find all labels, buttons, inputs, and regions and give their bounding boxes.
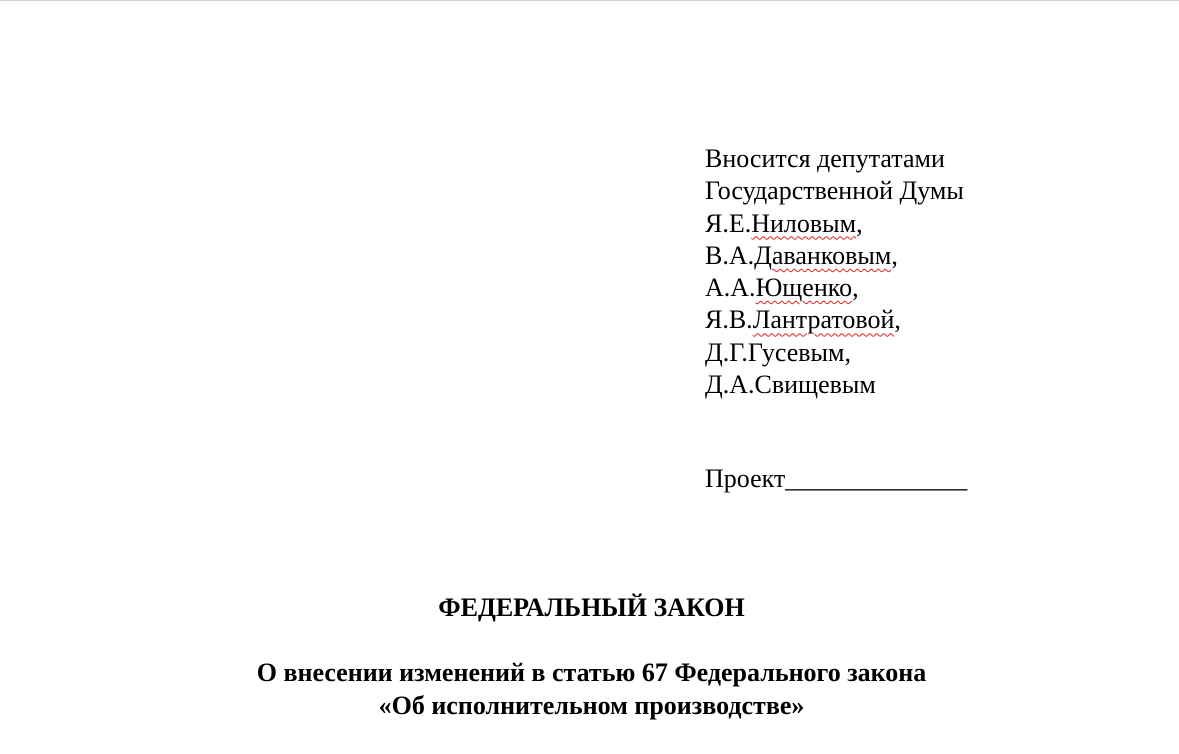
deputy-initials: Я.Е. xyxy=(705,208,752,238)
document-type-heading: ФЕДЕРАЛЬНЫЙ ЗАКОН xyxy=(438,593,745,622)
deputy-surname: Гусевым xyxy=(747,337,845,367)
deputy-initials: Я.В. xyxy=(705,305,753,335)
document-title xyxy=(0,657,1179,722)
sponsors-block xyxy=(705,143,1125,401)
deputy-separator: , xyxy=(844,337,851,367)
deputy-line xyxy=(705,337,1125,369)
deputy-surname[interactable]: Лантратовой xyxy=(752,305,895,335)
deputy-surname[interactable]: Ниловым xyxy=(751,208,857,238)
deputy-initials: В.А. xyxy=(705,240,755,270)
deputy-line xyxy=(705,272,1125,304)
page-top-border xyxy=(0,0,1179,1)
project-field xyxy=(705,463,967,495)
sponsors-intro-line-1: Вносится депутатами xyxy=(705,144,945,173)
document-title-line-1: О внесении изменений в статью 67 Федерального закона xyxy=(256,658,927,687)
project-label: Проект xyxy=(705,464,786,493)
deputy-initials: Д.А. xyxy=(705,370,755,400)
deputy-line xyxy=(705,369,1125,401)
deputy-line xyxy=(705,304,1125,336)
deputy-line xyxy=(705,208,1125,240)
deputy-initials: Д.Г. xyxy=(705,337,748,367)
deputy-surname: Свищевым xyxy=(754,370,876,400)
deputy-separator: , xyxy=(894,305,901,335)
deputy-surname[interactable]: Даванковым xyxy=(754,240,892,270)
deputy-initials: А.А. xyxy=(705,273,756,303)
deputy-separator: , xyxy=(891,240,898,270)
deputy-separator: , xyxy=(852,273,859,303)
project-number-blank[interactable]: ______________ xyxy=(785,464,968,493)
deputy-line xyxy=(705,240,1125,272)
sponsors-intro-line-2: Государственной Думы xyxy=(705,176,964,206)
document-title-line-2: «Об исполнительном производстве» xyxy=(378,690,805,720)
deputy-surname[interactable]: Ющенко xyxy=(755,273,853,303)
deputy-separator: , xyxy=(856,208,863,238)
